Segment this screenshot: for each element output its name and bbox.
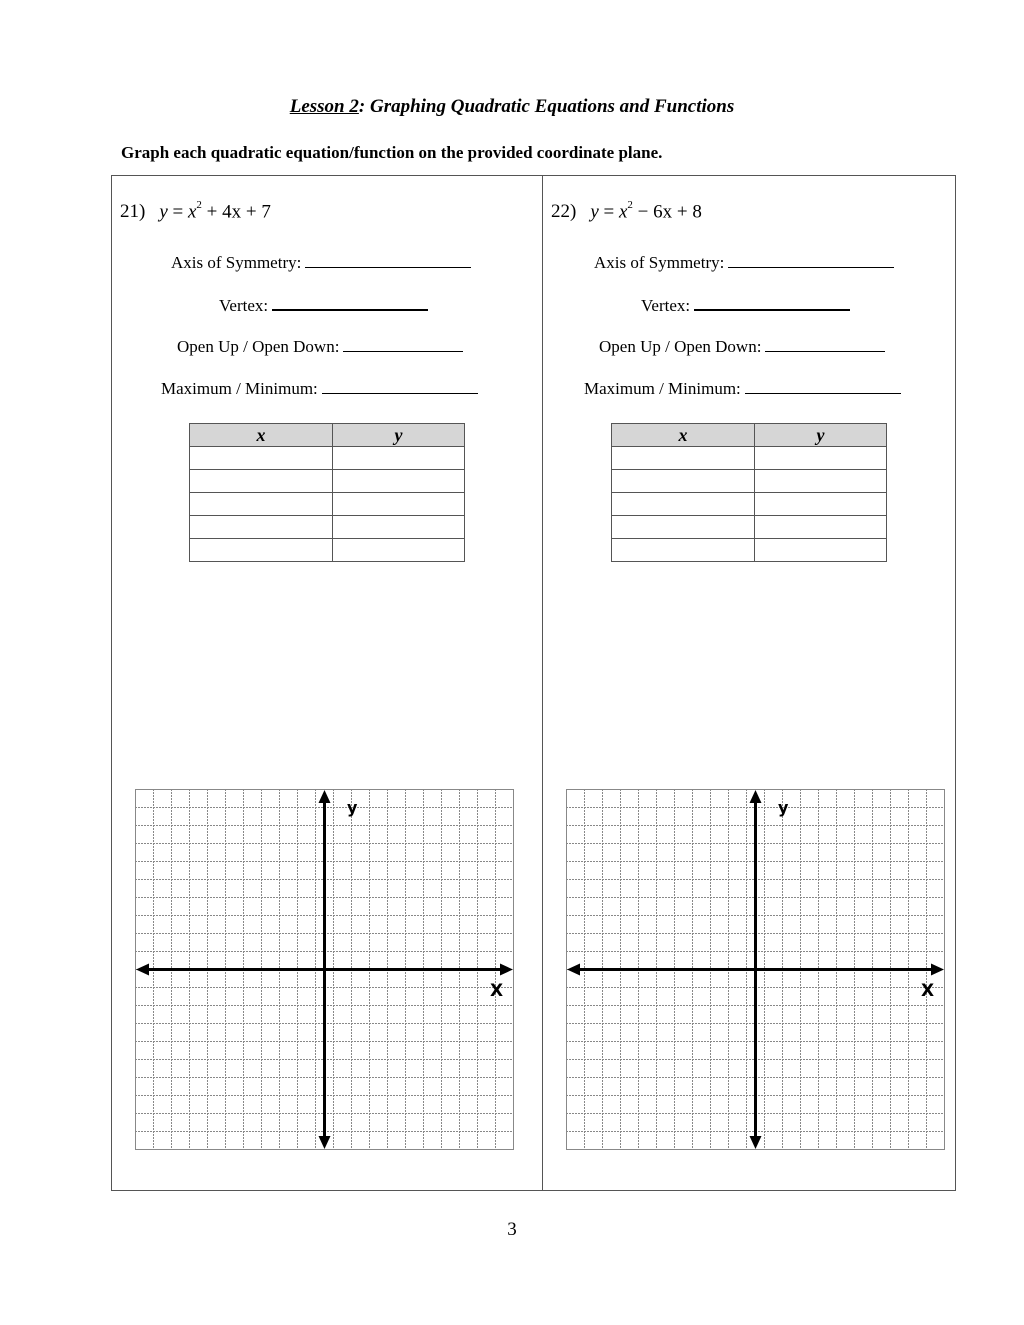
y-cell[interactable]: [333, 516, 465, 539]
table-row: [190, 447, 465, 470]
y-cell[interactable]: [755, 539, 887, 562]
x-cell[interactable]: [190, 447, 333, 470]
maxmin-field: [161, 379, 478, 399]
xy-table-21: [189, 423, 465, 562]
eq-x: x: [618, 201, 628, 223]
lesson-label: Lesson 2: [289, 96, 359, 117]
equation-21: [120, 201, 271, 223]
page-title: [0, 96, 1024, 118]
x-axis-label: X: [490, 981, 504, 1001]
xy-table-22: [611, 423, 887, 562]
table-row: [612, 516, 887, 539]
eq-exponent: 2: [196, 199, 202, 211]
y-cell[interactable]: [333, 470, 465, 493]
open-label: Open Up / Open Down:: [177, 337, 340, 356]
y-cell[interactable]: [333, 493, 465, 516]
x-cell[interactable]: [612, 516, 755, 539]
eq-x: x: [187, 201, 197, 223]
vertex-field: [219, 295, 428, 316]
vertex-label: Vertex:: [641, 296, 691, 315]
eq-y: y: [159, 201, 168, 223]
y-axis-label: y: [778, 798, 789, 817]
y-cell[interactable]: [333, 447, 465, 470]
maxmin-field: [584, 379, 901, 399]
open-field: [599, 337, 885, 357]
open-label: Open Up / Open Down:: [599, 337, 762, 356]
x-cell[interactable]: [190, 539, 333, 562]
y-cell[interactable]: [755, 470, 887, 493]
axis-label: Axis of Symmetry:: [171, 253, 302, 272]
maxmin-blank[interactable]: [745, 379, 901, 394]
x-header: x: [190, 424, 333, 447]
title-text: : Graphing Quadratic Equations and Functions: [358, 96, 735, 117]
y-axis-down-arrow: [750, 1136, 762, 1149]
table-row: [612, 470, 887, 493]
instructions: Graph each quadratic equation/function on the provided coordinate plane.: [121, 143, 663, 162]
axis-blank[interactable]: [728, 253, 894, 268]
x-header: x: [612, 424, 755, 447]
x-axis-right-arrow: [500, 964, 513, 976]
axis-label: Axis of Symmetry:: [594, 253, 725, 272]
open-field: [177, 337, 463, 357]
y-axis-up-arrow: [750, 790, 762, 803]
y-cell[interactable]: [333, 539, 465, 562]
x-axis-right-arrow: [931, 964, 944, 976]
eq-equals: =: [598, 201, 619, 223]
table-row: [190, 539, 465, 562]
maxmin-blank[interactable]: [322, 379, 478, 394]
open-blank[interactable]: [343, 337, 463, 352]
axis-of-symmetry-field: [171, 253, 471, 273]
x-axis-left-arrow: [136, 964, 149, 976]
equation-22: [551, 201, 702, 223]
eq-y: y: [590, 201, 599, 223]
table-row: [612, 493, 887, 516]
x-axis-left-arrow: [567, 964, 580, 976]
y-header: y: [755, 424, 887, 447]
maxmin-label: Maximum / Minimum:: [161, 379, 318, 398]
y-axis-up-arrow: [319, 790, 331, 803]
problem-number: 22): [551, 201, 577, 223]
y-cell[interactable]: [755, 447, 887, 470]
table-row: [190, 493, 465, 516]
vertex-blank[interactable]: [694, 295, 850, 311]
coordinate-plane-22[interactable]: [566, 789, 945, 1150]
eq-rest: − 6x + 8: [632, 201, 702, 223]
axis-blank[interactable]: [305, 253, 471, 268]
y-axis-label: y: [347, 798, 358, 817]
problem-number: 21): [120, 201, 146, 223]
x-cell[interactable]: [190, 516, 333, 539]
x-cell[interactable]: [612, 493, 755, 516]
x-cell[interactable]: [190, 470, 333, 493]
eq-exponent: 2: [627, 199, 633, 211]
y-cell[interactable]: [755, 493, 887, 516]
x-axis-label: X: [921, 981, 935, 1001]
vertex-label: Vertex:: [219, 296, 269, 315]
y-axis-down-arrow: [319, 1136, 331, 1149]
maxmin-label: Maximum / Minimum:: [584, 379, 741, 398]
x-cell[interactable]: [612, 539, 755, 562]
open-blank[interactable]: [765, 337, 885, 352]
x-cell[interactable]: [612, 447, 755, 470]
table-row: [612, 539, 887, 562]
x-cell[interactable]: [612, 470, 755, 493]
vertex-blank[interactable]: [272, 295, 428, 311]
y-header: y: [333, 424, 465, 447]
axis-of-symmetry-field: [594, 253, 894, 273]
y-cell[interactable]: [755, 516, 887, 539]
eq-rest: + 4x + 7: [201, 201, 271, 223]
page-number: 3: [507, 1219, 517, 1240]
table-row: [190, 470, 465, 493]
coordinate-plane-21[interactable]: [135, 789, 514, 1150]
vertex-field: [641, 295, 850, 316]
eq-equals: =: [167, 201, 188, 223]
x-cell[interactable]: [190, 493, 333, 516]
table-row: [612, 447, 887, 470]
table-row: [190, 516, 465, 539]
